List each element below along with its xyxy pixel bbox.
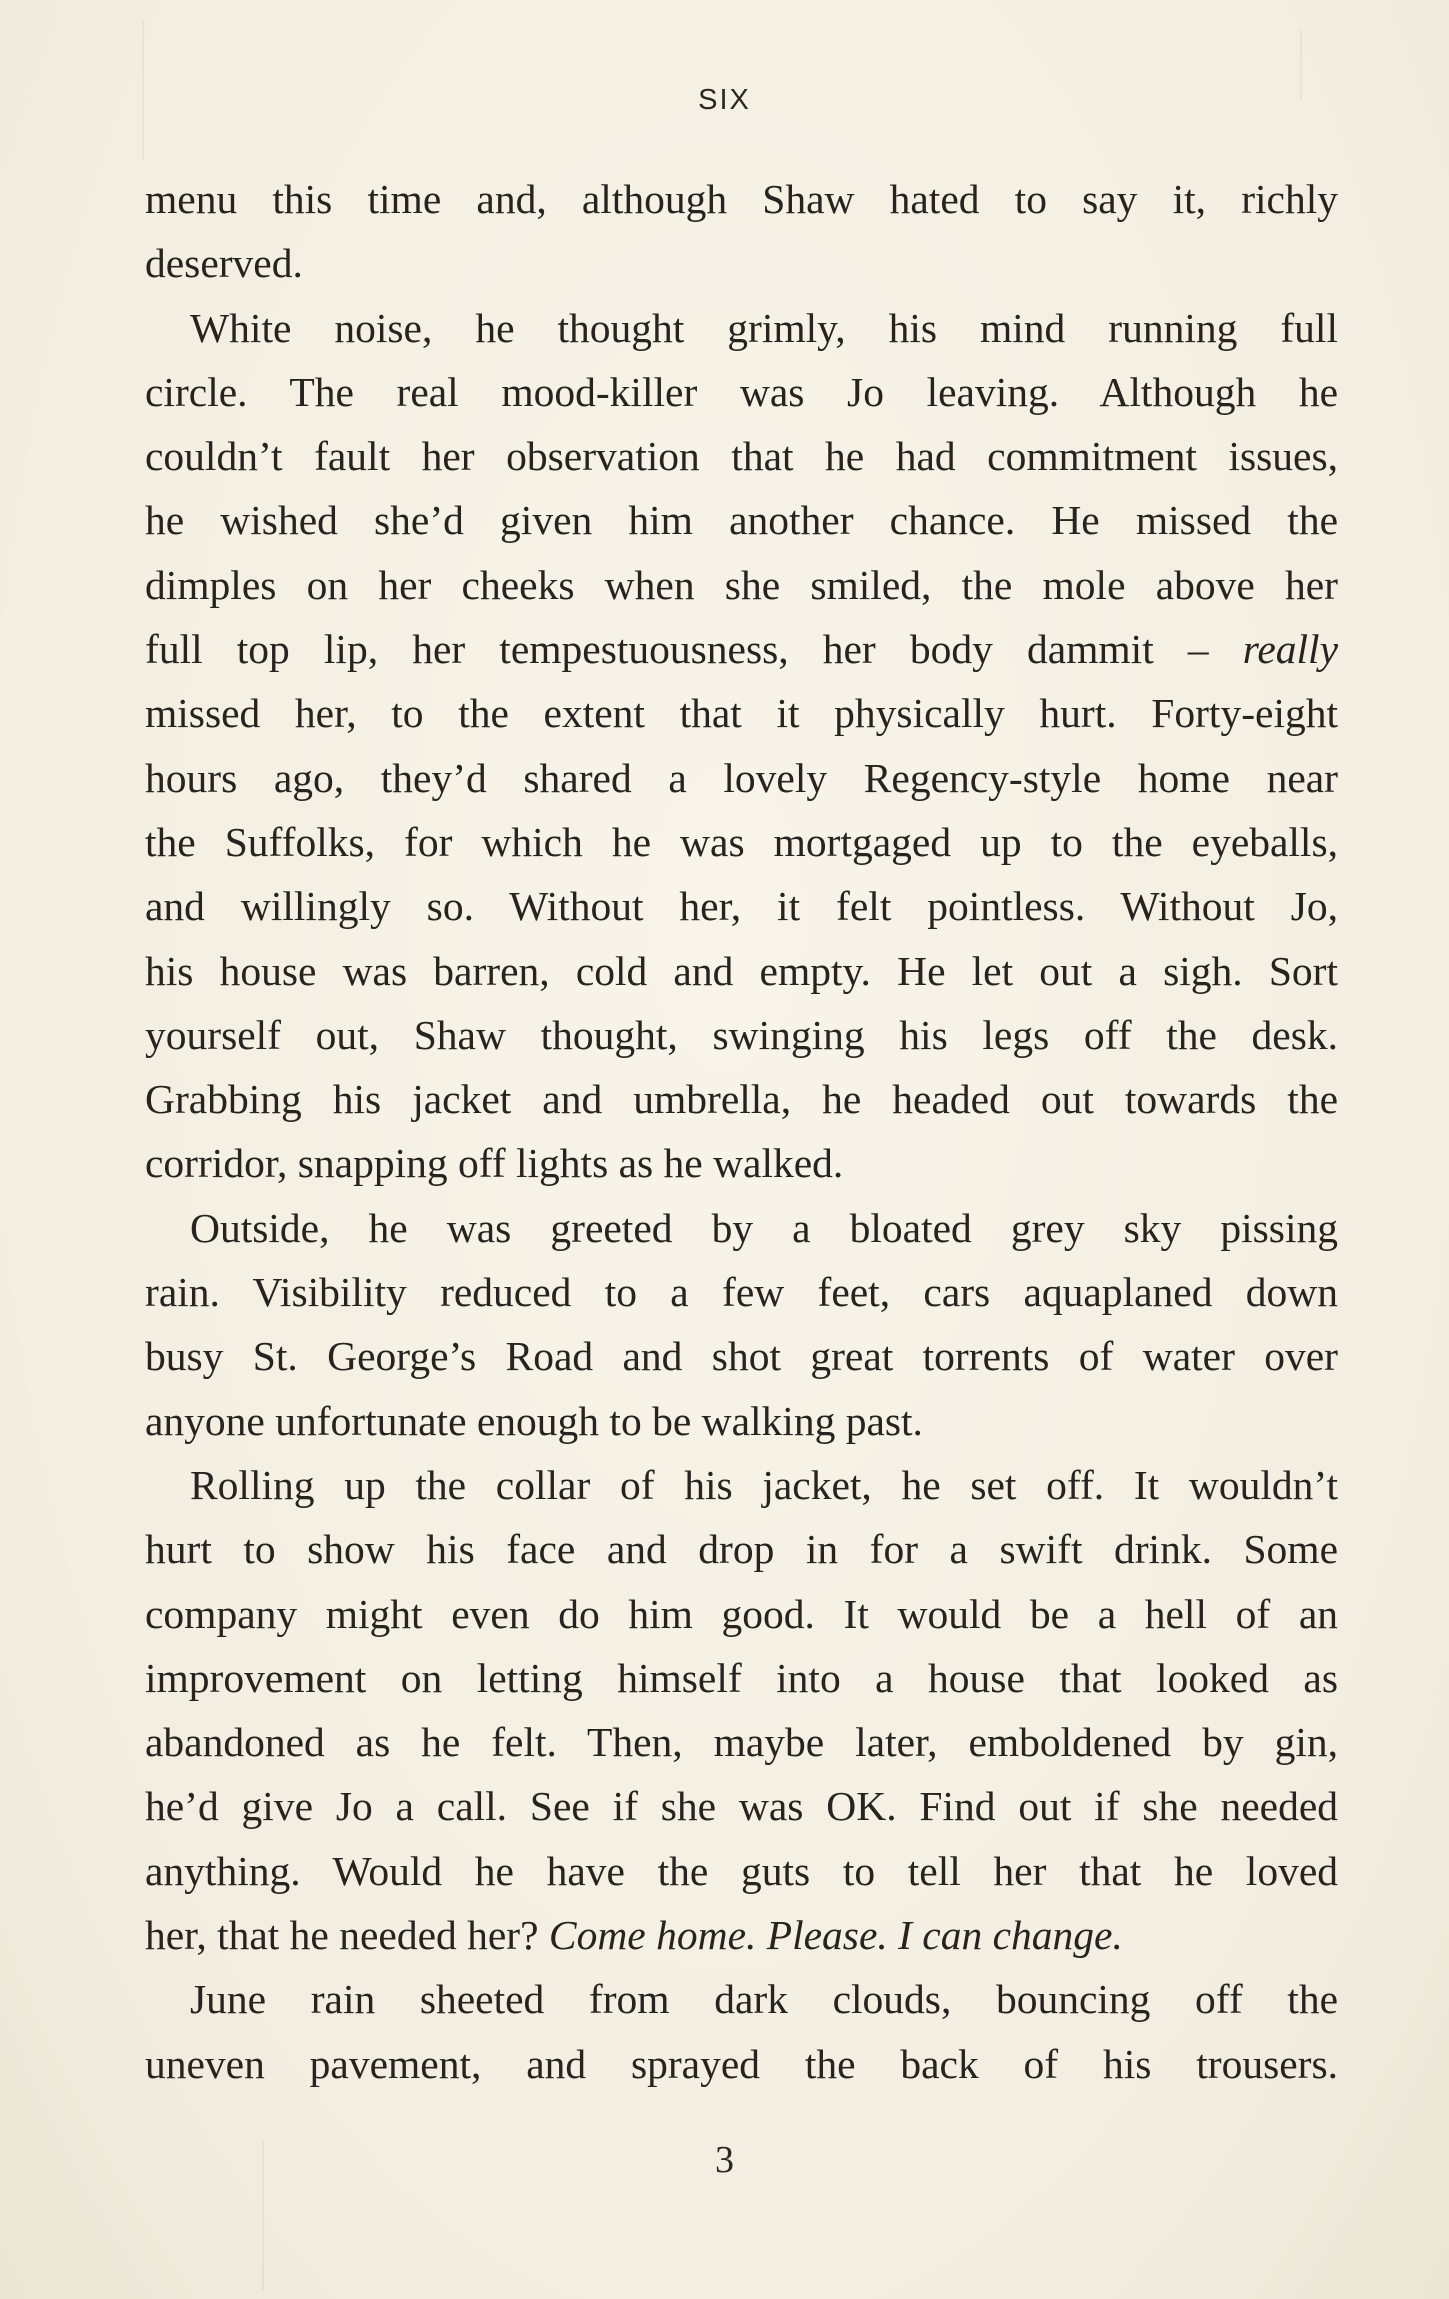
line-text: busy St. George’s Road and shot great torrents of water over <box>145 1333 1338 1380</box>
line-text: abandoned as he felt. Then, maybe later, emboldened by gin, <box>145 1719 1338 1766</box>
line-text: deserved. <box>145 240 303 287</box>
line-text: anything. Would he have the guts to tell her that he loved <box>145 1847 1338 1894</box>
text-line <box>145 1646 1338 1710</box>
line-text: Grabbing his jacket and umbrella, he headed out towards the <box>145 1076 1338 1123</box>
line-text: circle. The real mood-killer was Jo leaving. Although he <box>145 368 1338 415</box>
line-text: couldn’t fault her observation that he had commitment issues, <box>145 433 1338 480</box>
line-text: hurt to show his face and drop in for a swift drink. Some <box>145 1526 1338 1573</box>
text-line <box>145 1967 1338 2031</box>
line-text: menu this time and, although Shaw hated to say it, richly <box>145 176 1338 222</box>
line-text: hours ago, they’d shared a lovely Regency-style home near <box>145 754 1338 801</box>
text-line <box>145 1710 1338 1774</box>
line-text: anyone unfortunate enough to be walking past. <box>145 1397 923 1444</box>
text-line <box>145 553 1338 617</box>
line-text: and willingly so. Without her, it felt pointless. Without Jo, <box>145 883 1338 930</box>
line-text: rain. Visibility reduced to a few feet, cars aquaplaned down <box>145 1269 1338 1316</box>
text-line <box>145 296 1338 360</box>
text-line <box>145 939 1338 1003</box>
text-line <box>145 424 1338 488</box>
page-number: 3 <box>715 2139 734 2181</box>
text-line <box>145 1774 1338 1838</box>
line-text: yourself out, Shaw thought, swinging his legs off the desk. <box>145 1011 1338 1058</box>
line-text: Outside, he was greeted by a bloated grey sky pissing <box>190 1204 1338 1251</box>
text-line <box>145 1196 1338 1260</box>
text-line <box>145 1003 1338 1067</box>
line-text: dimples on her cheeks when she smiled, the mole above her <box>145 561 1338 608</box>
line-text: company might even do him good. It would be a hell of an <box>145 1590 1338 1637</box>
italic-text: Come home. Please. I can change. <box>548 1912 1123 1959</box>
text-line <box>145 1582 1338 1646</box>
italic-text: really <box>1242 626 1338 673</box>
line-text: improvement on letting himself into a house that looked as <box>145 1654 1338 1701</box>
text-line <box>145 167 1338 231</box>
text-line <box>145 746 1338 810</box>
line-text: the Suffolks, for which he was mortgaged up to the eyeballs, <box>145 818 1338 865</box>
line-text: Rolling up the collar of his jacket, he set off. It wouldn’t <box>190 1461 1338 1508</box>
line-text: June rain sheeted from dark clouds, bouncing off the <box>190 1976 1338 2023</box>
line-text: his house was barren, cold and empty. He let out a sigh. Sort <box>145 947 1338 994</box>
text-line <box>145 1517 1338 1581</box>
text-line <box>145 1903 1338 1967</box>
text-line <box>145 617 1338 681</box>
line-text: uneven pavement, and sprayed the back of his trousers. <box>145 2040 1338 2087</box>
text-line <box>145 810 1338 874</box>
text-line <box>145 2032 1338 2096</box>
text-line <box>145 1131 1338 1195</box>
running-head: SIX <box>698 84 751 116</box>
text-line <box>145 1389 1338 1453</box>
line-text: missed her, to the extent that it physically hurt. Forty-eight <box>145 690 1338 737</box>
text-line <box>145 1453 1338 1517</box>
line-text: her, that he needed her? <box>145 1912 549 1959</box>
text-line <box>145 488 1338 552</box>
text-line <box>145 1324 1338 1388</box>
text-line <box>145 231 1338 295</box>
text-line <box>145 874 1338 938</box>
text-line <box>145 360 1338 424</box>
line-text: he wished she’d given him another chance. He missed the <box>145 497 1338 544</box>
text-line <box>145 1067 1338 1131</box>
line-text: he’d give Jo a call. See if she was OK. Find out if she needed <box>145 1783 1338 1830</box>
line-text: White noise, he thought grimly, his mind running full <box>190 304 1338 351</box>
line-text: full top lip, her tempestuousness, her body dammit – <box>145 626 1243 673</box>
text-line <box>145 1839 1338 1903</box>
body-text <box>145 167 1338 2096</box>
line-text: corridor, snapping off lights as he walked. <box>145 1140 844 1187</box>
text-line <box>145 1260 1338 1324</box>
text-line <box>145 681 1338 745</box>
